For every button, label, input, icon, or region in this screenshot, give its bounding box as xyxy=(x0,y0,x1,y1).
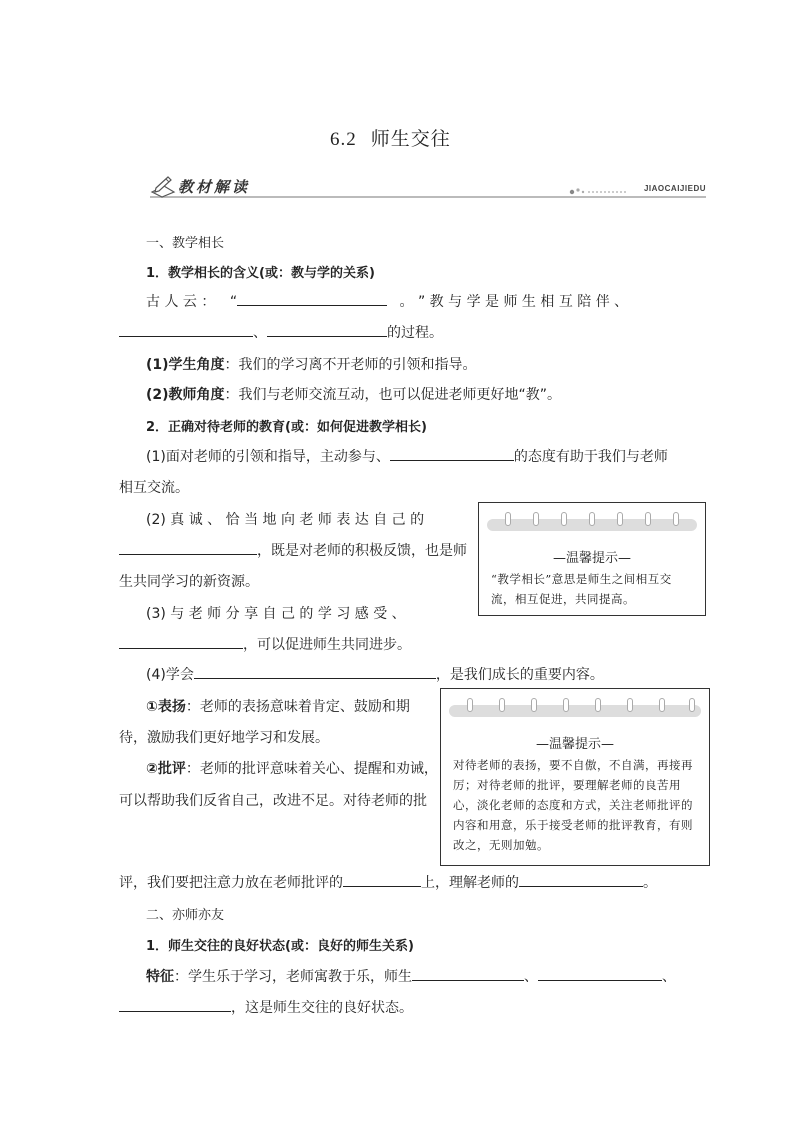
s3-b: ，可以促进师生共同进步。 xyxy=(243,637,411,653)
tip1-body: “教学相长”意思是师生之间相互交流，相互促进，共同提高。 xyxy=(491,572,672,606)
line1-quote: “ xyxy=(229,294,238,310)
p1-label: (1)学生角度 xyxy=(146,357,225,373)
p1-text: ：我们的学习离不开老师的引领和指导。 xyxy=(224,357,477,373)
notebook-rings xyxy=(487,519,697,531)
tip2-body: 对待老师的表扬，要不自傲，不自满，再接再厉；对待老师的批评，要理解老师的良苦用心，淡化老师的态度和方式，关注老师批评的内容和用意，乐于接受老师的批评教育，有则改之，无则加勉。 xyxy=(453,758,693,852)
crit-c3: 。 xyxy=(643,875,657,891)
item1-line1 xyxy=(146,291,628,311)
section1-heading: 一、教学相长 xyxy=(146,236,225,251)
item1-p1 xyxy=(146,354,477,374)
title-text: 师生交往 xyxy=(370,128,451,150)
tip-box-1 xyxy=(478,502,706,616)
crit-a: ：老师的批评意味着关心、提醒和劝诫， xyxy=(185,761,438,777)
feature-sep2: 、 xyxy=(662,969,676,985)
line1-mid: 。 ” 教 与 学 是 师 生 相 互 陪 伴 、 xyxy=(399,294,629,310)
crit-line1 xyxy=(146,758,438,778)
item1-line2 xyxy=(119,322,443,342)
blank-4[interactable] xyxy=(390,446,514,461)
dots-decoration-icon xyxy=(568,184,628,198)
s4-b: ，是我们成长的重要内容。 xyxy=(435,667,604,683)
praise-label: ①表扬 xyxy=(146,699,186,715)
tip1-heading: —温馨提示— xyxy=(552,551,631,566)
blank-6[interactable] xyxy=(119,634,243,649)
banner-label: 教材解读 xyxy=(178,178,251,196)
banner-english: JIAOCAIJIEDU xyxy=(643,184,706,193)
blank-1[interactable] xyxy=(237,291,387,306)
s2-feature-line1 xyxy=(146,966,676,986)
title-number: 6.2 xyxy=(330,129,357,150)
blank-3[interactable] xyxy=(267,322,387,337)
s2-item1-title: 1．师生交往的良好状态(或：良好的师生关系) xyxy=(146,939,414,954)
item1-title: 1．教学相长的含义(或：教与学的关系) xyxy=(146,266,375,281)
item2-s3-line2 xyxy=(119,634,411,654)
blank-11[interactable] xyxy=(538,966,662,981)
crit-label: ②批评 xyxy=(146,761,186,777)
blank-5[interactable] xyxy=(119,540,257,555)
crit-line3 xyxy=(119,872,657,892)
item2-s2: (2) 真 诚 、 恰 当 地 向 老 师 表 达 自 己 的 xyxy=(146,512,425,528)
blank-2[interactable] xyxy=(119,322,253,337)
item2-s4 xyxy=(146,664,604,684)
item2-s3: (3) 与 老 师 分 享 自 己 的 学 习 感 受 、 xyxy=(146,606,406,622)
notebook-rings xyxy=(449,705,701,717)
banner-right xyxy=(568,182,708,198)
item1-p2 xyxy=(146,384,561,404)
tip2-heading: —温馨提示— xyxy=(535,737,614,752)
banner-logo xyxy=(150,174,268,200)
praise-line1 xyxy=(146,696,410,716)
feature-text-b: ，这是师生交往的良好状态。 xyxy=(231,1000,413,1016)
crit-c2: 上，理解老师的 xyxy=(421,875,519,891)
pencil-book-icon xyxy=(150,174,176,198)
line2-sep: 、 xyxy=(253,325,267,341)
item2-s1 xyxy=(146,446,668,466)
s2-b: ，既是对老师的积极反馈，也是师 xyxy=(257,543,467,559)
item2-s2-line3: 生共同学习的新资源。 xyxy=(119,574,259,590)
blank-10[interactable] xyxy=(412,966,524,981)
s4-a: (4)学会 xyxy=(146,667,194,683)
feature-text-a: ：学生乐于学习，老师寓教于乐，师生 xyxy=(174,969,412,985)
s1-a: (1)面对老师的引领和指导，主动参与、 xyxy=(146,449,390,465)
p2-label: (2)教师角度 xyxy=(146,387,225,403)
item2-title: 2．正确对待老师的教育(或：如何促进教学相长) xyxy=(146,420,427,435)
section2-heading: 二、亦师亦友 xyxy=(146,908,225,923)
page-title xyxy=(330,124,451,151)
feature-sep1: 、 xyxy=(524,969,538,985)
blank-7[interactable] xyxy=(194,664,436,679)
p2-text: ：我们与老师交流互动，也可以促进老师更好地“教”。 xyxy=(224,387,562,403)
s1-b: 的态度有助于我们与老师 xyxy=(513,449,668,465)
blank-8[interactable] xyxy=(343,872,421,887)
item2-s2-line2 xyxy=(119,540,467,560)
item2-s1-cont: 相互交流。 xyxy=(119,480,189,496)
crit-c1: 评，我们要把注意力放在老师批评的 xyxy=(119,875,343,891)
blank-9[interactable] xyxy=(519,872,643,887)
blank-12[interactable] xyxy=(119,997,231,1012)
feature-label: 特征 xyxy=(146,969,174,985)
crit-line2: 可以帮助我们反省自己，改进不足。对待老师的批 xyxy=(119,793,427,809)
s2-feature-line2 xyxy=(119,997,413,1017)
praise-line2: 待，激励我们更好地学习和发展。 xyxy=(119,730,329,746)
line2-suffix: 的过程。 xyxy=(387,325,443,341)
line1-prefix: 古 人 云 ： xyxy=(146,294,216,310)
praise-a: ：老师的表扬意味着肯定、鼓励和期 xyxy=(185,699,410,715)
tip-box-2 xyxy=(440,688,710,866)
